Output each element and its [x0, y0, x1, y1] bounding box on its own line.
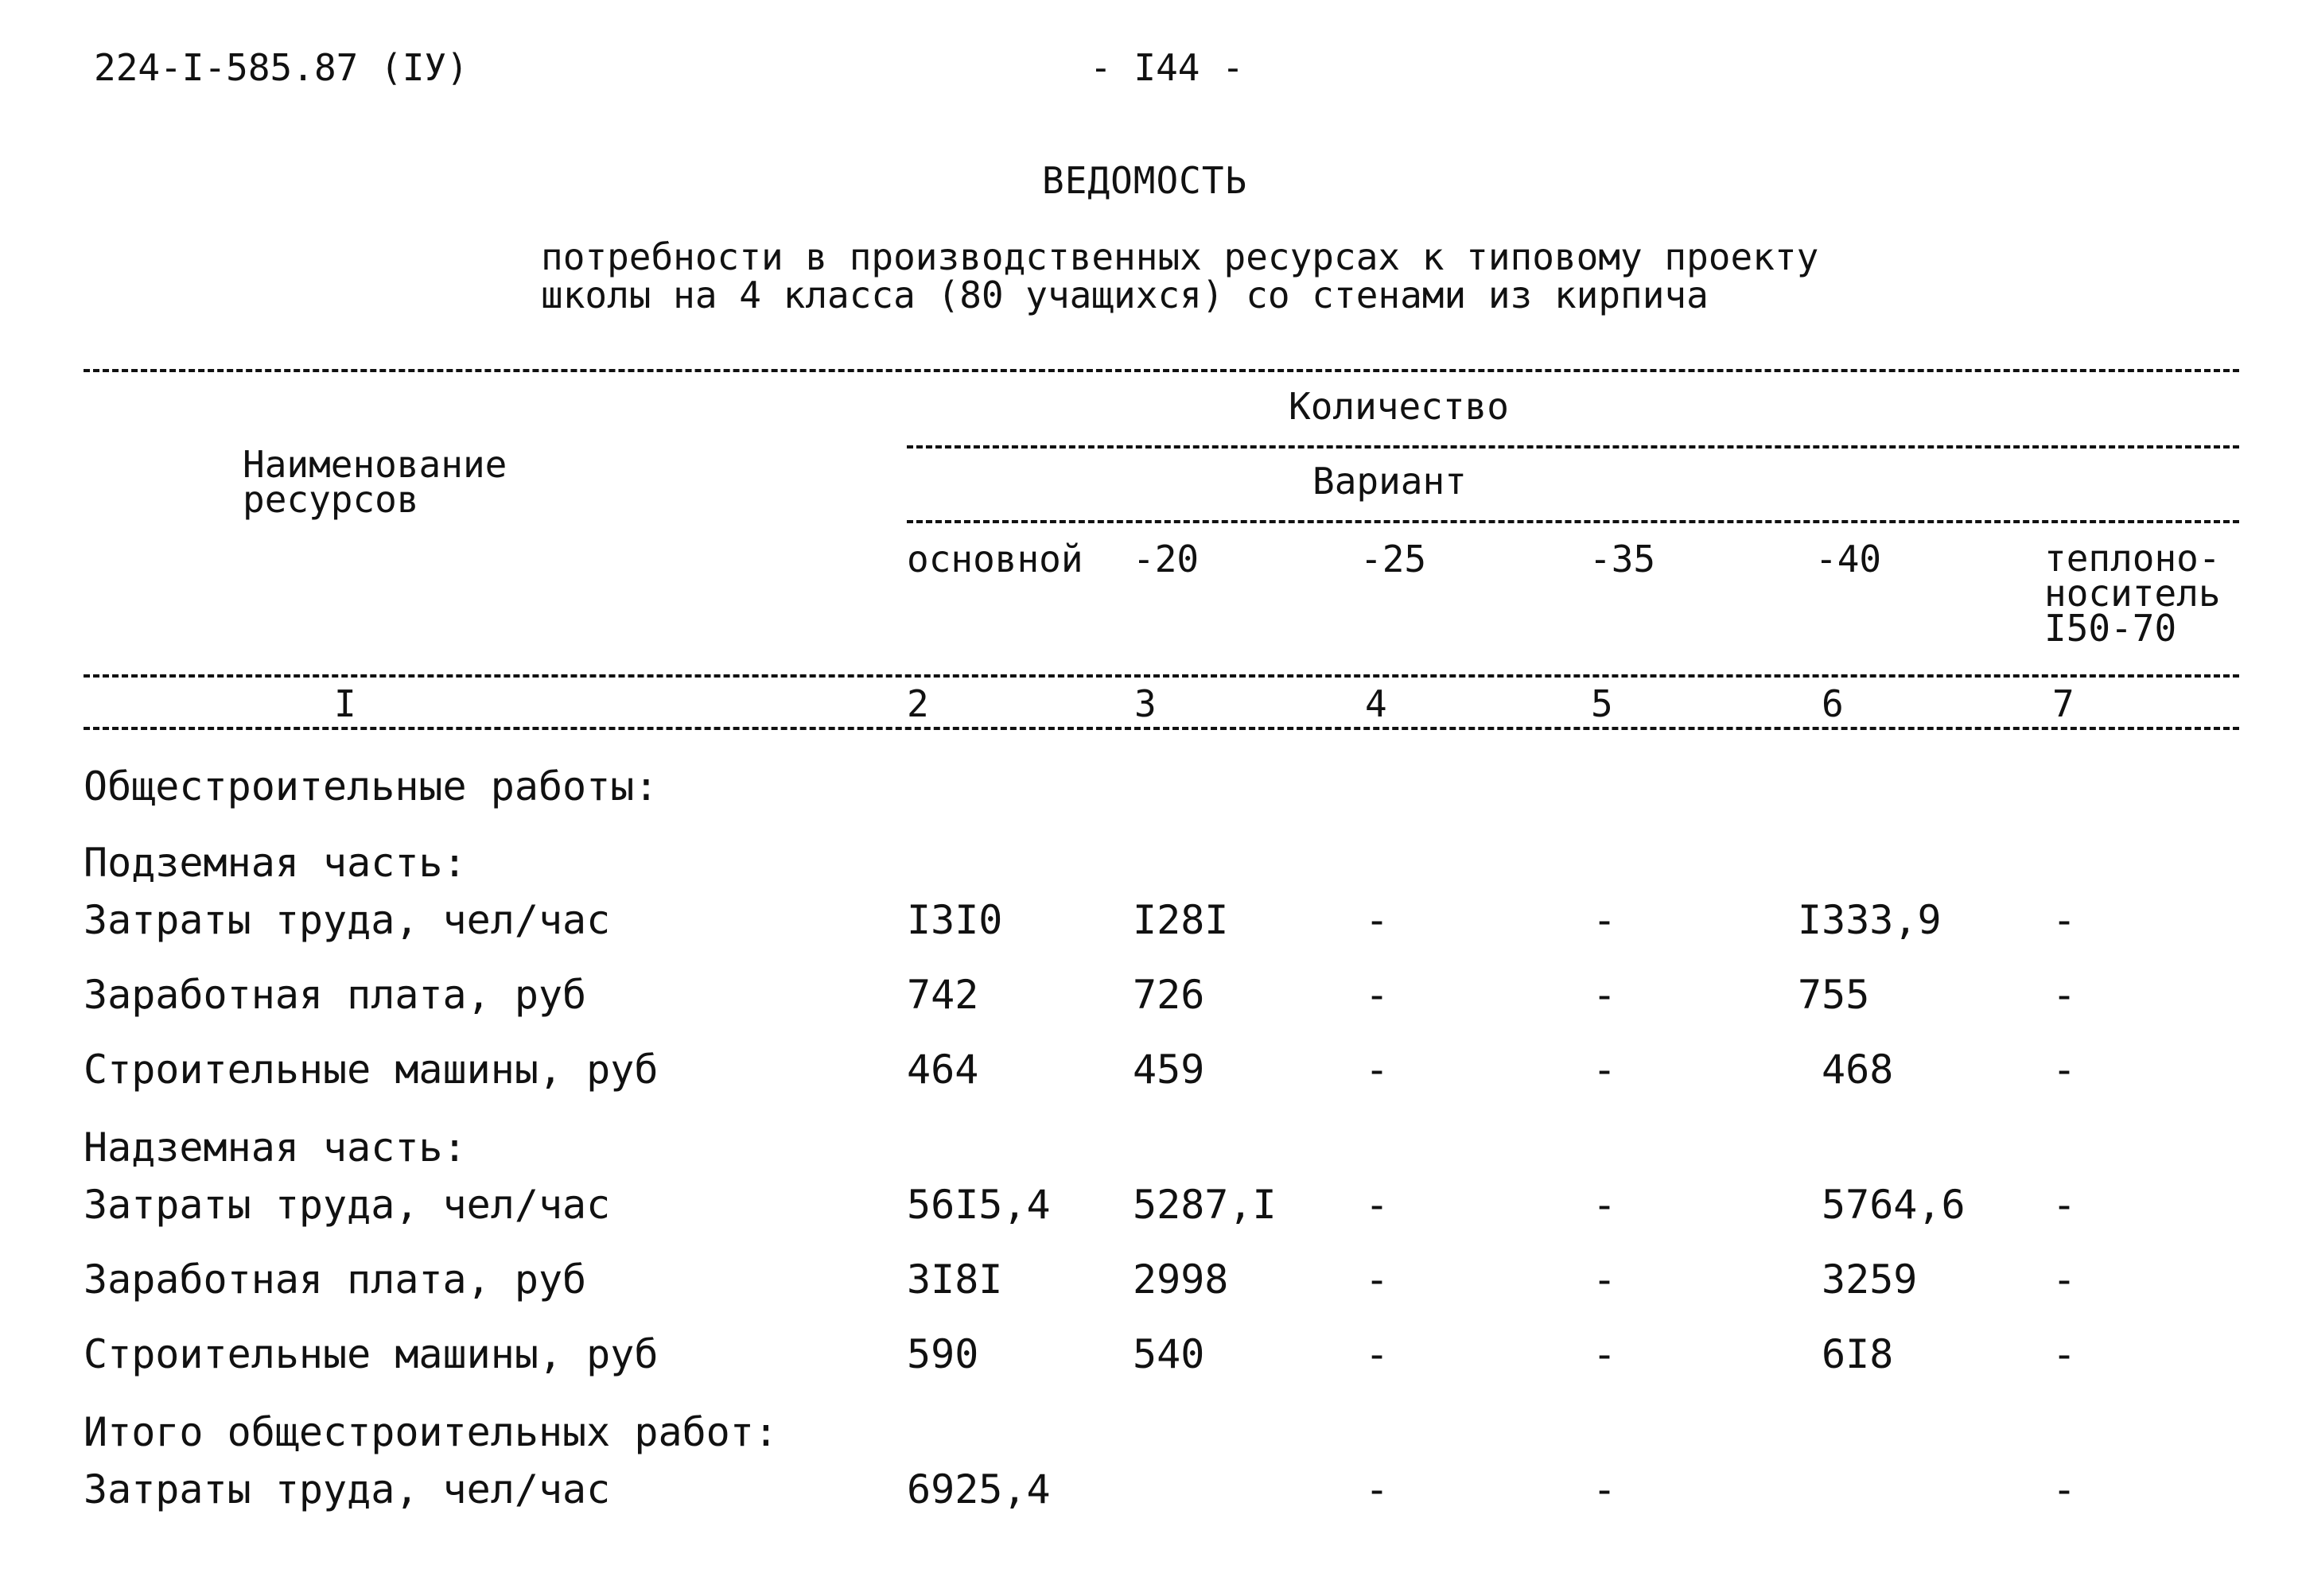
- column-header-name-line-2: ресурсов: [243, 478, 419, 521]
- cell-minus-40: 468: [1822, 1047, 1894, 1093]
- row-label: Затраты труда, чел/час: [84, 1182, 611, 1228]
- cell-minus-20: 459: [1133, 1047, 1205, 1093]
- variant-header-basic: основной: [907, 538, 1083, 581]
- page-number: - I44 -: [1090, 46, 1244, 89]
- group-title-underground: Подземная часть:: [84, 840, 467, 886]
- cell-minus-40: I333,9: [1798, 897, 1942, 943]
- header-bottom-rule: [84, 674, 2239, 678]
- cell-basic: 742: [907, 972, 979, 1018]
- document-code: 224-I-585.87 (IУ): [94, 46, 469, 89]
- variant-header-minus-20: -20: [1133, 538, 1200, 581]
- cell-minus-40: 755: [1798, 972, 1870, 1018]
- cell-minus-25: -: [1365, 1466, 1390, 1513]
- variant-header-heat-carrier: [2044, 537, 2221, 650]
- column-number-1: I: [334, 682, 356, 725]
- document-subtitle-line-1: потребности в производственных ресурсах к типовому проекту: [541, 235, 1819, 278]
- variant-rule: [907, 520, 2239, 523]
- row-label: Заработная плата, руб: [84, 1256, 587, 1303]
- cell-minus-25: -: [1365, 1182, 1390, 1228]
- row-label: Затраты труда, чел/час: [84, 897, 611, 943]
- table-top-rule: [84, 369, 2239, 372]
- heat-carrier-line-1: теплоно-: [2044, 537, 2221, 580]
- document-subtitle-line-2: школы на 4 класса (80 учащихся) со стенами из кирпича: [541, 274, 1709, 316]
- cell-minus-20: 2998: [1133, 1256, 1229, 1303]
- cell-basic: 6925,4: [907, 1466, 1051, 1513]
- cell-minus-35: -: [1592, 972, 1617, 1018]
- column-number-rule: [84, 727, 2239, 730]
- column-header-name-line-1: Наименование: [243, 443, 507, 486]
- cell-minus-20: I28I: [1133, 897, 1229, 943]
- cell-minus-35: -: [1592, 1256, 1617, 1303]
- cell-minus-25: -: [1365, 972, 1390, 1018]
- cell-minus-35: -: [1592, 1466, 1617, 1513]
- column-number-7: 7: [2052, 682, 2075, 725]
- quantity-rule: [907, 445, 2239, 449]
- variant-header-minus-35: -35: [1589, 538, 1656, 581]
- column-number-3: 3: [1134, 682, 1157, 725]
- cell-minus-25: -: [1365, 1331, 1390, 1377]
- cell-minus-20: 5287,I: [1133, 1182, 1277, 1228]
- cell-minus-40: 3259: [1822, 1256, 1918, 1303]
- column-number-5: 5: [1591, 682, 1613, 725]
- heat-carrier-line-3: I50-70: [2044, 607, 2177, 650]
- cell-minus-20: 726: [1133, 972, 1205, 1018]
- section-general-works: Общестроительные работы:: [84, 763, 659, 810]
- column-number-6: 6: [1822, 682, 1844, 725]
- cell-minus-40: 5764,6: [1822, 1182, 1966, 1228]
- cell-heat-carrier: -: [2052, 972, 2077, 1018]
- cell-basic: 590: [907, 1331, 979, 1377]
- quantity-header: Количество: [1289, 385, 1509, 428]
- cell-minus-25: -: [1365, 1256, 1390, 1303]
- group-title-aboveground: Надземная часть:: [84, 1124, 467, 1171]
- column-number-4: 4: [1365, 682, 1387, 725]
- cell-heat-carrier: -: [2052, 1466, 2077, 1513]
- cell-minus-40: 6I8: [1822, 1331, 1894, 1377]
- cell-basic: 56I5,4: [907, 1182, 1051, 1228]
- cell-heat-carrier: -: [2052, 1182, 2077, 1228]
- document-title: ВЕДОМОСТЬ: [1042, 159, 1248, 202]
- group-title-total: Итого общестроительных работ:: [84, 1409, 778, 1455]
- cell-minus-35: -: [1592, 1047, 1617, 1093]
- row-label: Заработная плата, руб: [84, 972, 587, 1018]
- cell-minus-20: 540: [1133, 1331, 1205, 1377]
- cell-minus-35: -: [1592, 897, 1617, 943]
- cell-minus-25: -: [1365, 1047, 1390, 1093]
- cell-heat-carrier: -: [2052, 897, 2077, 943]
- variant-header: Вариант: [1312, 460, 1467, 503]
- row-label: Строительные машины, руб: [84, 1047, 659, 1093]
- cell-basic: 464: [907, 1047, 979, 1093]
- column-header-name: [243, 443, 507, 521]
- cell-heat-carrier: -: [2052, 1047, 2077, 1093]
- variant-header-minus-40: -40: [1815, 538, 1882, 581]
- row-label: Затраты труда, чел/час: [84, 1466, 611, 1513]
- row-label: Строительные машины, руб: [84, 1331, 659, 1377]
- cell-heat-carrier: -: [2052, 1256, 2077, 1303]
- cell-basic: 3I8I: [907, 1256, 1003, 1303]
- cell-minus-25: -: [1365, 897, 1390, 943]
- heat-carrier-line-2: ноcитель: [2044, 572, 2221, 615]
- column-number-2: 2: [907, 682, 929, 725]
- variant-header-minus-25: -25: [1360, 538, 1427, 581]
- cell-basic: I3I0: [907, 897, 1003, 943]
- cell-minus-35: -: [1592, 1331, 1617, 1377]
- cell-heat-carrier: -: [2052, 1331, 2077, 1377]
- cell-minus-35: -: [1592, 1182, 1617, 1228]
